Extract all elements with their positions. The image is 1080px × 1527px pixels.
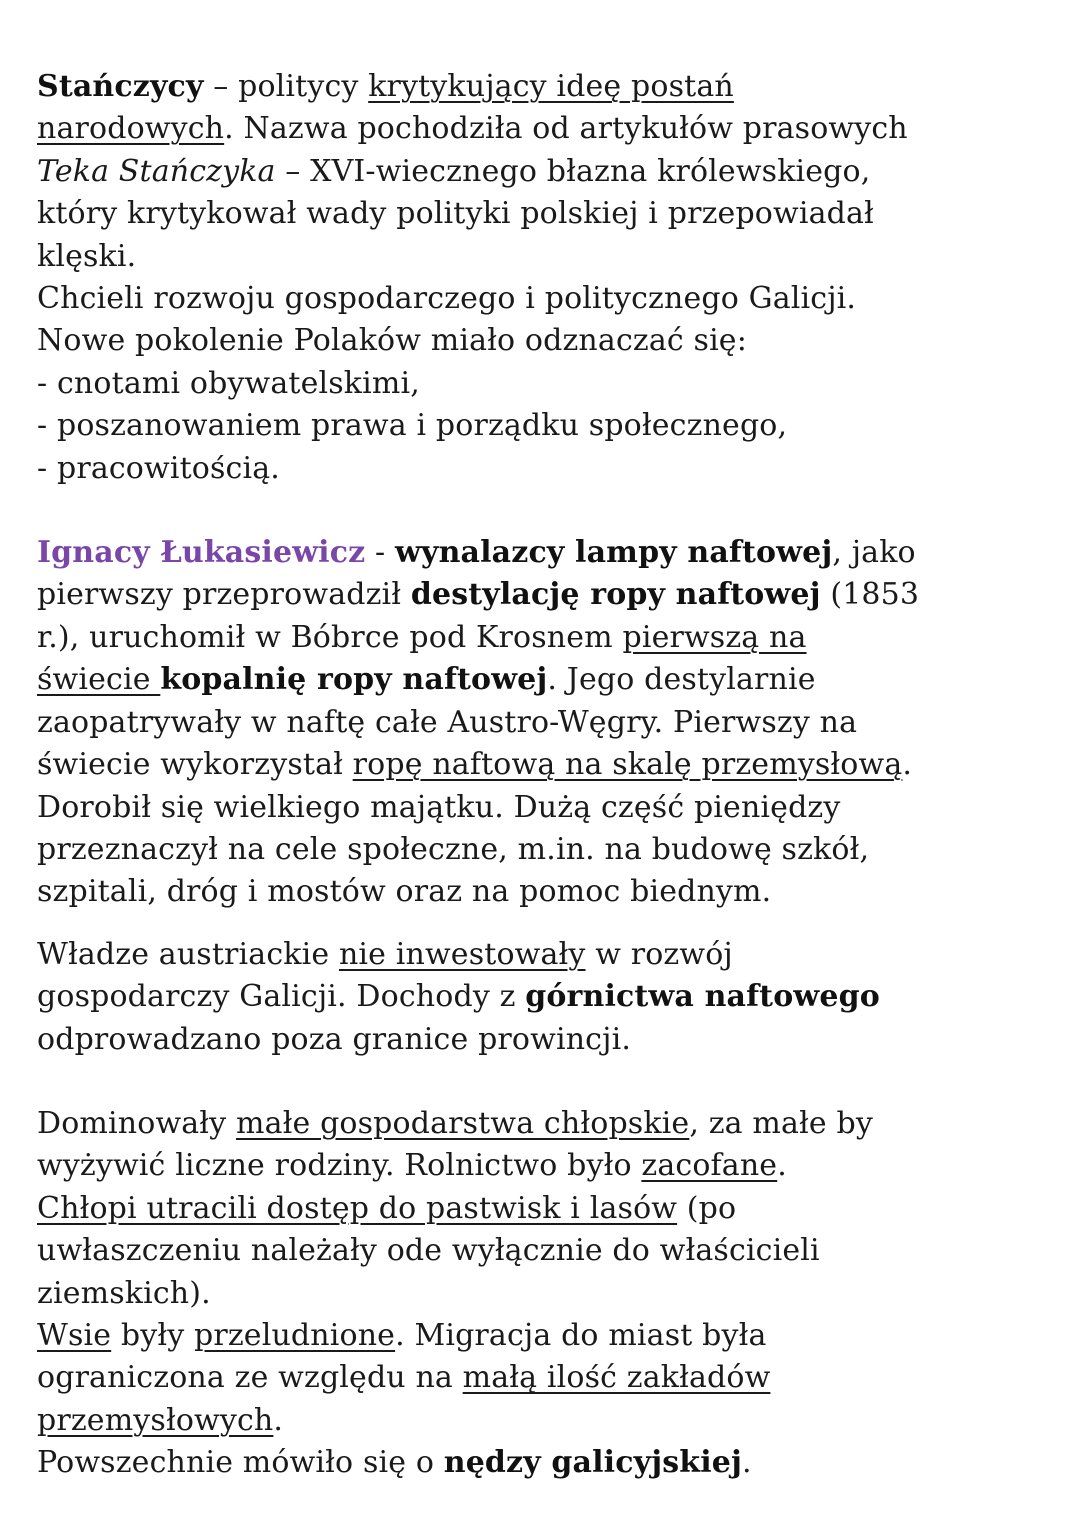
- title-teka-stanczyka: Teka Stańczyka: [37, 153, 276, 189]
- s2-text: r.), uruchomił w Bóbrce pod Krosnem: [37, 619, 623, 655]
- document-page: [37, 66, 1057, 1485]
- s1-line-2: [37, 108, 1057, 150]
- bullet-item: - poszanowaniem prawa i porządku społecznego,: [37, 408, 788, 444]
- bullet-item: - pracowitością.: [37, 450, 280, 486]
- s2-line-5: zaopatrywały w naftę całe Austro-Węgry. Pierwszy na: [37, 704, 858, 740]
- s2-line-2: [37, 574, 1057, 616]
- s4-line-4: uwłaszczeniu należały ode wyłącznie do właścicieli: [37, 1233, 820, 1269]
- underline-krytykujacy: krytykujący ideę postań: [368, 69, 734, 104]
- s2-line-9: szpitali, dróg i mostów oraz na pomoc biednym.: [37, 874, 772, 910]
- s2-line-4: [37, 659, 1057, 701]
- s2-text: .: [902, 747, 913, 783]
- name-ignacy-lukasiewicz: Ignacy Łukasiewicz: [37, 535, 366, 571]
- underline-przeludnione: przeludnione: [194, 1317, 396, 1353]
- s4-line-2: [37, 1145, 1057, 1187]
- s2-text: . Jego destylarnie: [547, 662, 816, 698]
- underline-ropa-przemyslowa: ropę naftową na skalę przemysłową: [352, 747, 903, 783]
- bold-wynalazca: wynalazcy lampy naftowej: [395, 535, 833, 571]
- s2-line-6: [37, 744, 1057, 786]
- s1-line-7: Nowe pokolenie Polaków miało odznaczać się:: [37, 323, 747, 359]
- s3-text: Władze austriackie: [37, 936, 339, 972]
- s2-text: , jako: [832, 535, 916, 571]
- s1-text: – XVI-wiecznego błazna królewskiego,: [275, 153, 871, 189]
- s1-line-4: który krytykował wady polityki polskiej i przepowiadał: [37, 196, 874, 232]
- s4-text: wyżywić liczne rodziny. Rolnictwo było: [37, 1148, 642, 1184]
- s3-text: gospodarczy Galicji. Dochody z: [37, 979, 526, 1015]
- underline-narodowych: narodowych: [37, 111, 225, 147]
- underline-pierwsza-na: pierwszą na: [622, 619, 807, 655]
- s3-line-1: [37, 934, 1057, 976]
- term-stanczycy: Stańczycy: [37, 69, 204, 104]
- s2-line-1: [37, 532, 1057, 574]
- s4-text: . Migracja do miast była: [395, 1317, 767, 1353]
- s2-text: świecie wykorzystał: [37, 747, 353, 783]
- s4-line-5: ziemskich).: [37, 1275, 211, 1311]
- bullet-item: - cnotami obywatelskimi,: [37, 365, 420, 401]
- s4-line-9: [37, 1442, 1057, 1484]
- bold-nedza: nędzy galicyjskiej: [443, 1445, 742, 1481]
- bold-destylacja: destylację ropy naftowej: [410, 577, 821, 613]
- s2-text: -: [365, 535, 396, 571]
- section-stanczycy: [37, 66, 1057, 490]
- s4-text: (po: [677, 1190, 737, 1226]
- s3-line-3: odprowadzano poza granice prowincji.: [37, 1021, 632, 1057]
- bold-kopalnia: kopalnię ropy naftowej: [160, 662, 548, 698]
- section-lukasiewicz: [37, 532, 1057, 914]
- s3-line-2: [37, 976, 1057, 1018]
- underline-wsie: Wsie: [37, 1317, 112, 1353]
- underline-swiecie: świecie: [37, 662, 161, 698]
- underline-nie-inwestowaly: nie inwestowały: [338, 936, 586, 972]
- s4-line-7: [37, 1357, 1057, 1399]
- s1-line-5: klęski.: [37, 238, 137, 274]
- s4-text: Powszechnie mówiło się o: [37, 1445, 444, 1481]
- section-wladze: [37, 934, 1057, 1061]
- s1-line-6: Chcieli rozwoju gospodarczego i politycznego Galicji.: [37, 281, 857, 317]
- s4-line-6: [37, 1315, 1057, 1357]
- s2-line-3: [37, 617, 1057, 659]
- s1-text: . Nazwa pochodziła od artykułów prasowych: [224, 111, 908, 147]
- s1-text: – politycy: [203, 69, 369, 104]
- bold-gornictwo: górnictwa naftowego: [525, 979, 880, 1015]
- s4-text: .: [273, 1402, 284, 1438]
- s3-text: w rozwój: [585, 936, 733, 972]
- section-rolnictwo: [37, 1103, 1057, 1485]
- s4-text: ograniczona ze względu na: [37, 1360, 463, 1396]
- s1-line-1: [37, 66, 1057, 108]
- underline-male-gospodarstwa: małe gospodarstwa chłopskie: [235, 1105, 690, 1141]
- s4-line-3: [37, 1188, 1057, 1230]
- s4-line-1: [37, 1103, 1057, 1145]
- s4-text: .: [742, 1445, 752, 1481]
- s4-line-8: [37, 1400, 1057, 1442]
- s1-line-3: [37, 151, 1057, 193]
- s4-text: .: [777, 1148, 787, 1184]
- underline-mala-ilosc: małą ilość zakładów: [462, 1360, 771, 1396]
- s2-line-7: Dorobił się wielkiego majątku. Dużą część pieniędzy: [37, 789, 841, 825]
- s4-text: były: [111, 1317, 194, 1353]
- s4-text: Dominowały: [37, 1105, 236, 1141]
- underline-zacofane: zacofane: [641, 1148, 778, 1184]
- underline-chlopi: Chłopi utracili dostęp do pastwisk i lasów: [37, 1190, 678, 1226]
- s2-text: pierwszy przeprowadził: [37, 577, 411, 613]
- s2-text: (1853: [820, 577, 920, 613]
- s2-line-8: przeznaczył na cele społeczne, m.in. na budowę szkół,: [37, 831, 870, 867]
- s4-text: , za małe by: [689, 1105, 873, 1141]
- underline-przemyslowych: przemysłowych: [37, 1402, 274, 1438]
